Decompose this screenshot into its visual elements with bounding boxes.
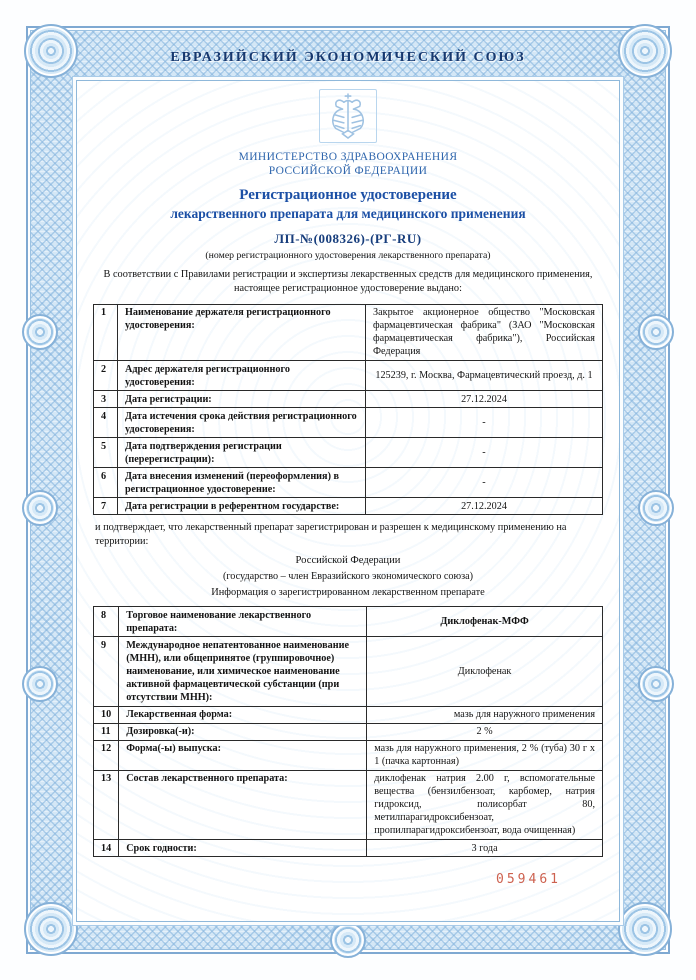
row-label: Лекарственная форма: [119, 706, 367, 723]
side-medallion [22, 490, 58, 526]
row-value: - [366, 468, 603, 498]
row-label: Наименование держателя регистрационного удостоверения: [118, 304, 366, 360]
row-value: мазь для наружного применения, 2 % (туба) 30 г х 1 (пачка картонная) [367, 740, 603, 770]
bottom-medallion [330, 922, 366, 958]
territory-caption: (государство – член Евразийского экономического союза) [222, 571, 474, 583]
row-value: мазь для наружного применения [367, 706, 603, 723]
row-number: 1 [94, 304, 118, 360]
table-row [94, 740, 603, 770]
row-label: Международное непатентованное наименование (МНН), или общепринятое (группировочное) наименование, или химическое наименование активной фармацевтической субстанции (при отсутствии МНН): [119, 637, 367, 706]
table-row [94, 723, 603, 740]
row-number: 5 [94, 438, 118, 468]
intro-paragraph: В соответствии с Правилами регистрации и экспертизы лекарственных средств для медицинского применения, настоящее регистрационное удостоверение выдано: [103, 269, 593, 294]
product-info-heading: Информация о зарегистрированном лекарственном препарате [211, 587, 485, 599]
row-number: 6 [94, 468, 118, 498]
coat-of-arms-icon [319, 89, 377, 143]
row-label: Дата истечения срока действия регистрационного удостоверения: [118, 408, 366, 438]
table-row [94, 361, 603, 391]
row-value: - [366, 408, 603, 438]
table-row [94, 706, 603, 723]
row-value: 125239, г. Москва, Фармацевтический проезд, д. 1 [366, 361, 603, 391]
row-number: 14 [94, 840, 119, 857]
ministry-heading [93, 150, 603, 179]
registration-number: ЛП-№(008326)-(РГ-RU) [274, 231, 422, 247]
corner-rosette [618, 902, 672, 956]
ministry-line2: РОССИЙСКОЙ ФЕДЕРАЦИИ [268, 165, 428, 178]
table-row [94, 498, 603, 515]
side-medallion [22, 314, 58, 350]
title-line1: Регистрационное удостоверение [239, 186, 457, 203]
side-medallion [638, 666, 674, 702]
table-row [94, 607, 603, 637]
row-label: Дата регистрации: [118, 391, 366, 408]
row-number: 9 [94, 637, 119, 706]
row-number: 2 [94, 361, 118, 391]
row-number: 12 [94, 740, 119, 770]
table-row [94, 408, 603, 438]
row-label: Дозировка(-и): [119, 723, 367, 740]
table-row [94, 391, 603, 408]
row-label: Состав лекарственного препарата: [119, 770, 367, 839]
row-label: Дата подтверждения регистрации (перерегистрации): [118, 438, 366, 468]
ministry-line1: МИНИСТЕРСТВО ЗДРАВООХРАНЕНИЯ [238, 151, 458, 163]
confirmation-text: и подтверждает, что лекарственный препарат зарегистрирован и разрешен к медицинскому применению на территории: [95, 522, 567, 548]
serial-number-stamp: 059461 [496, 872, 561, 887]
side-medallion [638, 314, 674, 350]
emblem-wrapper [93, 89, 603, 146]
row-number: 3 [94, 391, 118, 408]
table-row [94, 637, 603, 706]
row-label: Дата регистрации в референтном государстве: [118, 498, 366, 515]
row-value: Диклофенак [367, 637, 603, 706]
table-row [94, 304, 603, 360]
document-title [93, 186, 603, 222]
union-banner: ЕВРАЗИЙСКИЙ ЭКОНОМИЧЕСКИЙ СОЮЗ [170, 50, 526, 65]
row-number: 8 [94, 607, 119, 637]
row-number: 13 [94, 770, 119, 839]
table-row [94, 770, 603, 839]
side-medallion [22, 666, 58, 702]
row-value: 27.12.2024 [366, 498, 603, 515]
row-value: Закрытое акционерное общество "Московская фармацевтическая фабрика" (ЗАО "Московская фармацевтическая фабрика"), Российская Федерация [366, 304, 603, 360]
holder-table [93, 304, 603, 516]
row-value: 3 года [367, 840, 603, 857]
row-label: Форма(-ы) выпуска: [119, 740, 367, 770]
table-row [94, 438, 603, 468]
row-value: 2 % [367, 723, 603, 740]
row-number: 7 [94, 498, 118, 515]
row-label: Торговое наименование лекарственного препарата: [119, 607, 367, 637]
side-medallion [638, 490, 674, 526]
row-label: Дата внесения изменений (переоформления) в регистрационное удостоверение: [118, 468, 366, 498]
product-table [93, 606, 603, 857]
row-number: 10 [94, 706, 119, 723]
title-line2: лекарственного препарата для медицинского применения [170, 205, 526, 221]
table-row [94, 840, 603, 857]
row-value: Диклофенак-МФФ [367, 607, 603, 637]
territory-name: Российской Федерации [295, 555, 401, 567]
certificate-body [76, 80, 620, 922]
decorative-border [26, 26, 670, 954]
row-label: Адрес держателя регистрационного удостоверения: [118, 361, 366, 391]
row-value: диклофенак натрия 2.00 г, вспомогательные вещества (бензилбензоат, карбомер, натрия гидроксид, полисорбат 80, метилпарагидроксибензоат, пропилпарагидроксибензоат, вода очищенная) [367, 770, 603, 839]
corner-rosette [24, 902, 78, 956]
row-number: 11 [94, 723, 119, 740]
row-value: - [366, 438, 603, 468]
row-value: 27.12.2024 [366, 391, 603, 408]
row-label: Срок годности: [119, 840, 367, 857]
row-number: 4 [94, 408, 118, 438]
table-row [94, 468, 603, 498]
registration-number-caption: (номер регистрационного удостоверения лекарственного препарата) [205, 250, 491, 262]
